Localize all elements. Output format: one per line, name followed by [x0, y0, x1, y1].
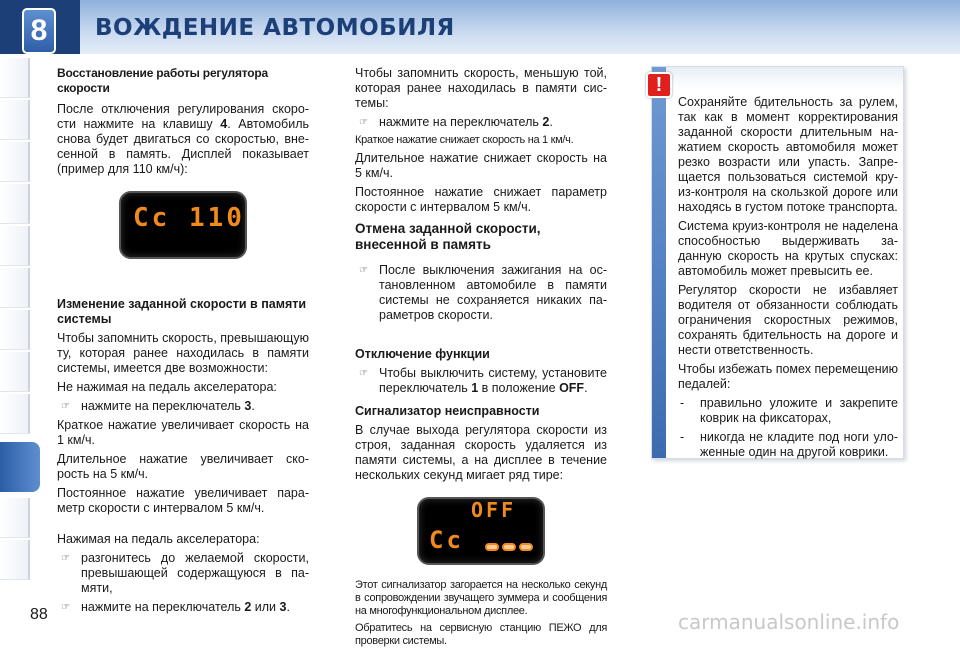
display-speed-readout: Cc 110 — [133, 203, 245, 233]
cruise-display-speed — [119, 191, 247, 259]
chapter-tab-6[interactable] — [0, 268, 30, 308]
display-dashes — [485, 543, 533, 551]
chapter-tab-11[interactable] — [0, 540, 30, 580]
page-header — [0, 0, 960, 54]
display-off-readout: OFF — [471, 498, 517, 522]
restore-heading: Восстановление работы регулятора скорости — [57, 66, 269, 95]
change-text: Чтобы запомнить скорость, превышающую ту, которая ранее находилась в памяти системы, имеется две возможности: — [57, 331, 309, 375]
bullet-icon: ☞ — [359, 265, 368, 276]
list-item: ☞ нажмите на переключатель 2. — [355, 115, 607, 130]
list-item: ☞ После выключения зажигания на остановленном автомобиле в памяти системы не сохраняется никаких параметров скорости. — [355, 263, 607, 323]
service-caption: Обратитесь на сервисную станцию ПЕЖО для проверки системы. — [355, 622, 607, 647]
list-item: ☞ нажмите на переключатель 3. — [57, 399, 309, 414]
fault-heading: Сигнализатор неисправности — [355, 404, 540, 418]
change-heading: Изменение заданной скорости в памяти системы — [57, 297, 307, 326]
bullet-icon: ☞ — [61, 401, 70, 412]
list-item: ☞ Чтобы выключить систему, установите переключатель 1 в положение OFF. — [355, 366, 607, 396]
dash-segment — [485, 543, 499, 551]
chapter-tab-3[interactable] — [0, 142, 30, 182]
lower-speed-text: Чтобы запомнить скорость, меньшую той, которая ранее находилась в памяти системы: — [355, 66, 607, 110]
chapter-tab-5[interactable] — [0, 226, 30, 266]
off-heading: Отключение функции — [355, 347, 490, 361]
bullet-icon: ☞ — [61, 602, 70, 613]
warning-top-band — [666, 67, 903, 89]
warning-para-2: Система круиз-контроля не наделена способностью выдерживать заданную скорость на крутых спусках: автомобиль может превысить ее. — [678, 219, 898, 278]
bullet-icon: ☞ — [359, 117, 368, 128]
chapter-tab-1[interactable] — [0, 58, 30, 98]
fault-text: В случае выхода регулятора скорости из строя, заданная скорость удаляется из памяти системы, а на дисплее в течение нескольких секунд мигает ряд тире: — [355, 423, 607, 482]
column-left — [57, 66, 309, 619]
long-press-text: Длительное нажатие увеличивает скорость на 5 км/ч. — [57, 452, 309, 481]
list-item: - правильно уложите и закрепите коврик на фиксаторах, — [680, 396, 898, 425]
warning-body — [678, 95, 898, 460]
const-press-text: Постоянное нажатие увеличивает параметр скорости с интервалом 5 км/ч. — [57, 486, 309, 515]
with-pedal-text: Нажимая на педаль акселератора: — [57, 532, 260, 546]
list-item: - никогда не кладите под ноги уложенные один на другой коврики. — [680, 430, 898, 459]
warning-para-3: Регулятор скорости не избавляет водителя от обязанности соблюдать ограничения скоростных режимов, сохранять бдительность на дороге и нести ответственность. — [678, 283, 898, 357]
chapter-badge: 8 — [22, 8, 56, 54]
no-pedal-text: Не нажимая на педаль акселератора: — [57, 380, 277, 394]
page-number: 88 — [30, 606, 48, 623]
chapter-tab-strip — [0, 58, 30, 578]
chapter-tab-4[interactable] — [0, 184, 30, 224]
warning-stripe — [652, 67, 666, 458]
dash-segment — [519, 543, 533, 551]
bullet-icon: ☞ — [61, 553, 70, 564]
short-press-text: Краткое нажатие снижает скорость на 1 км/ч. — [355, 134, 574, 146]
column-middle — [355, 66, 607, 652]
chapter-tab-7[interactable] — [0, 310, 30, 350]
long-press-text: Длительное нажатие снижает скорость на 5 км/ч. — [355, 151, 607, 180]
list-item: ☞ разгонитесь до желаемой скорости, превышающей содержащуюся в памяти, — [57, 551, 309, 596]
chapter-tab-8[interactable] — [0, 352, 30, 392]
warning-para-4: Чтобы избежать помех перемещению педалей: — [678, 362, 898, 391]
display-cc-readout: Cc — [429, 526, 464, 554]
page-title: ВОЖДЕНИЕ АВТОМОБИЛЯ — [95, 15, 455, 41]
cruise-display-fault — [417, 497, 545, 565]
restore-text: После отключения регулирования скорости нажмите на клавишу 4. Автомобиль снова будет двигаться со скоростью, внесенной в память. Дисплей показывает (пример для 110 км/ч): — [57, 102, 309, 176]
warning-icon: ! — [646, 72, 672, 98]
chapter-tab-10[interactable] — [0, 498, 30, 538]
short-press-text: Краткое нажатие увеличивает скорость на 1 км/ч. — [57, 418, 309, 447]
chapter-tab-2[interactable] — [0, 100, 30, 140]
watermark: carmanualsonline.info — [678, 610, 900, 634]
chapter-tab-active[interactable] — [0, 442, 40, 492]
dash-segment — [502, 543, 516, 551]
chapter-tab-9[interactable] — [0, 394, 30, 434]
cancel-heading: Отмена заданной скорости, внесенной в память — [355, 221, 541, 252]
bullet-icon: ☞ — [359, 368, 368, 379]
const-press-text: Постоянное нажатие снижает параметр скорости с интервалом 5 км/ч. — [355, 185, 607, 214]
fault-caption: Этот сигнализатор загорается на несколько секунд в сопровождении звучащего зуммера и сообщения на многофункциональном дисплее. — [355, 579, 607, 617]
list-item: ☞ нажмите на переключатель 2 или 3. — [57, 600, 309, 615]
warning-para-1: Сохраняйте бдительность за рулем, так как в момент корректирования заданной скорости длительным нажатием скорость автомобиля может резко возрасти или упасть. Запрещается пользоваться системой круиз-контроля на скользкой дороге или находясь в густом потоке транспорта. — [678, 95, 898, 214]
